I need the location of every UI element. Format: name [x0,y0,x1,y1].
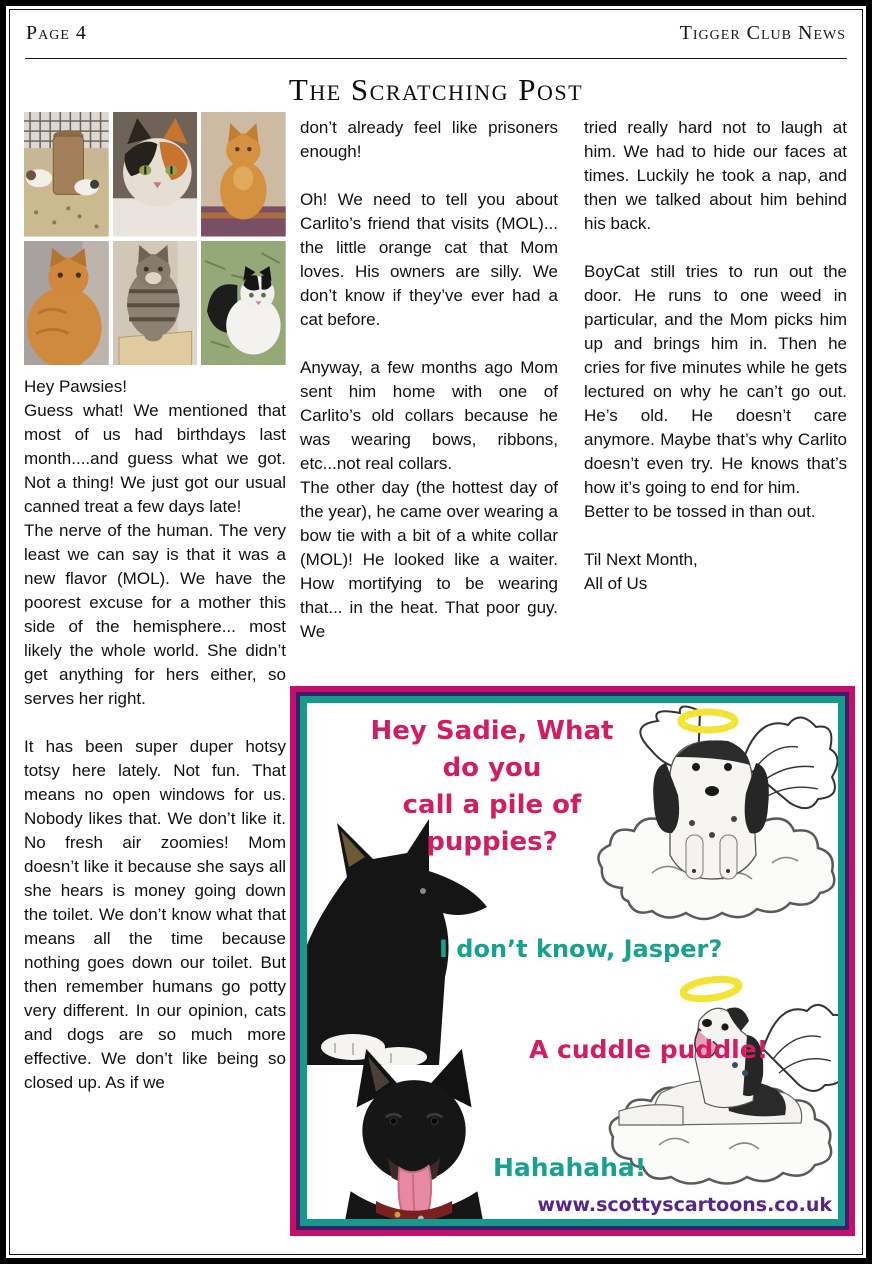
signoff-line: All of Us [584,574,648,593]
signoff-line: Til Next Month, [584,550,698,569]
guinea-pigs-photo [24,112,109,237]
calico-cat-photo [113,112,198,237]
angel-dog-on-cloud-illustration [592,703,842,948]
cartoon-question [362,713,622,861]
paragraph: Guess what! We mentioned that most of us had birthdays last month....and guess what we got. Not a thing! We just got our usual canned treat a few days late! [24,401,286,516]
column-3 [584,116,847,596]
cartoon-panel [290,686,855,1236]
orange-cat-lying-photo [24,241,109,366]
paragraph: It has been super duper hotsy totsy here lately. Not fun. That means no open windows for us. Nobody likes that. We don’t like it. No fresh air zoomies! Mom doesn’t like it because she says all she hears is money going down the toilet. We don’t know what that means all the time because nothing goes down our toilet. But then remember humans go potty very different. In our opinion, cats and dogs are so much more effective. We don’t like being so closed up. As if we [24,737,286,1092]
cartoon-answer-2: A cuddle puddle! [529,1035,769,1064]
page-title: The Scratching Post [288,72,584,107]
paragraph: Oh! We need to tell you about Carlito’s friend that visits (MOL)... the little orange cat that Mom loves. His owners are silly. We don’t know if they’ve ever had a cat before. [300,190,558,329]
paragraph: Hey Pawsies! [24,377,127,396]
paragraph: tried really hard not to laugh at him. We had to hide our faces at times. Luckily he took a nap, and then we talked about him behind his back. [584,118,847,233]
paragraph: The nerve of the human. The very least we can say is that it was a new flavor (MOL). We have the poorest excuse for a mother this side of the hemisphere... most likely the whole world. She didn’t get anything for hers either, so serves her right. [24,521,286,708]
newsletter-name: Tigger Club News [679,22,846,44]
cartoon-website: www.scottyscartoons.co.uk [537,1194,832,1216]
black-dog-laughing-illustration [337,1043,492,1226]
cartoon-question-line1: Hey Sadie, What do you [370,716,614,783]
cartoon-answer-1: I don’t know, Jasper? [439,935,723,963]
page-content [9,9,863,1255]
tabby-cat-photo [113,241,198,366]
header-divider [25,58,847,59]
paragraph: Anyway, a few months ago Mom sent him home with one of Carlito’s old collars because he was wearing bows, ribbons, etc...not real collars. [300,358,558,473]
paragraph: BoyCat still tries to run out the door. He runs to one weed in particular, and the Mom picks him up and brings him in. Then he cries for five minutes while he gets lectured on why he can’t go out. He’s old. He doesn’t care anymore. Maybe that’s why Carlito doesn’t even try. He knows that’s how it’s going to end for him. [584,262,847,497]
tuxedo-cat-in-box-photo [201,241,286,366]
pet-photo-collage [24,112,286,365]
cartoon-canvas [300,696,845,1226]
paragraph: The other day (the hottest day of the year), he came over wearing a bow tie with a bit of a white collar (MOL)! He looked like a waiter. How mortifying to be wearing that... in the heat. That poor guy. We [300,478,558,641]
cartoon-question-line2: call a pile of puppies? [402,790,582,857]
cartoon-laugh: Hahahaha! [493,1153,647,1182]
paragraph: Better to be tossed in than out. [584,502,816,521]
paragraph: don’t already feel like prisoners enough! [300,118,558,161]
page-number: Page 4 [26,22,87,44]
column-2 [300,116,558,644]
column-1 [24,112,286,1095]
page-header [26,22,846,45]
orange-cat-sitting-photo [201,112,286,237]
